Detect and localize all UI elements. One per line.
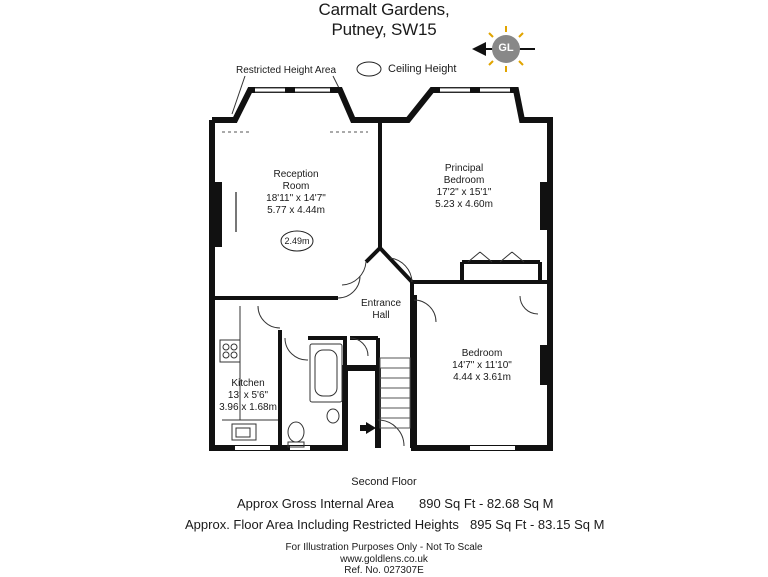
reference-number: Ref. No. 027307E xyxy=(344,565,424,576)
disclaimer: For Illustration Purposes Only - Not To Scale xyxy=(285,542,483,553)
bedroom-metric: 4.44 x 3.61m xyxy=(453,372,511,383)
website: www.goldlens.co.uk xyxy=(340,554,428,565)
hall-name1: Entrance xyxy=(360,298,402,309)
bedroom-name1: Bedroom xyxy=(461,348,503,359)
kitchen-imperial: 13' x 5'6" xyxy=(227,390,269,401)
plan-title-line2: Putney, SW15 xyxy=(331,20,437,39)
floor-name: Second Floor xyxy=(351,476,417,488)
reception-room-label xyxy=(226,169,366,217)
restricted-height-legend: Restricted Height Area xyxy=(236,65,337,76)
kitchen-metric: 3.96 x 1.68m xyxy=(219,402,277,413)
bedroom-imperial: 14'7" x 11'10" xyxy=(452,360,512,371)
principal-name1: Principal xyxy=(444,163,484,174)
reception-name1: Reception xyxy=(273,169,319,180)
gross-area-value: 890 Sq Ft - 82.68 Sq M xyxy=(419,496,554,511)
bedroom-label xyxy=(412,348,552,384)
principal-name2: Bedroom xyxy=(443,175,485,186)
reception-ceiling-height: 2.49m xyxy=(284,236,310,246)
reception-name2: Room xyxy=(282,181,310,192)
hall-name2: Hall xyxy=(372,310,390,321)
kitchen-name1: Kitchen xyxy=(231,378,265,389)
principal-bedroom-label xyxy=(394,163,534,211)
gross-area-label: Approx Gross Internal Area xyxy=(237,496,394,511)
compass-label: GL xyxy=(498,42,514,54)
restricted-area-label: Approx. Floor Area Including Restricted Heights xyxy=(185,517,459,532)
principal-metric: 5.23 x 4.60m xyxy=(435,199,493,210)
entrance-hall-label xyxy=(311,298,451,322)
restricted-area-value: 895 Sq Ft - 83.15 Sq M xyxy=(470,517,605,532)
ceiling-height-legend: Ceiling Height xyxy=(388,63,457,75)
plan-title-line1: Carmalt Gardens, xyxy=(318,0,450,19)
reception-imperial: 18'11" x 14'7" xyxy=(266,193,326,204)
kitchen-label xyxy=(178,378,318,414)
reception-metric: 5.77 x 4.44m xyxy=(267,205,325,216)
principal-imperial: 17'2" x 15'1" xyxy=(436,187,492,198)
